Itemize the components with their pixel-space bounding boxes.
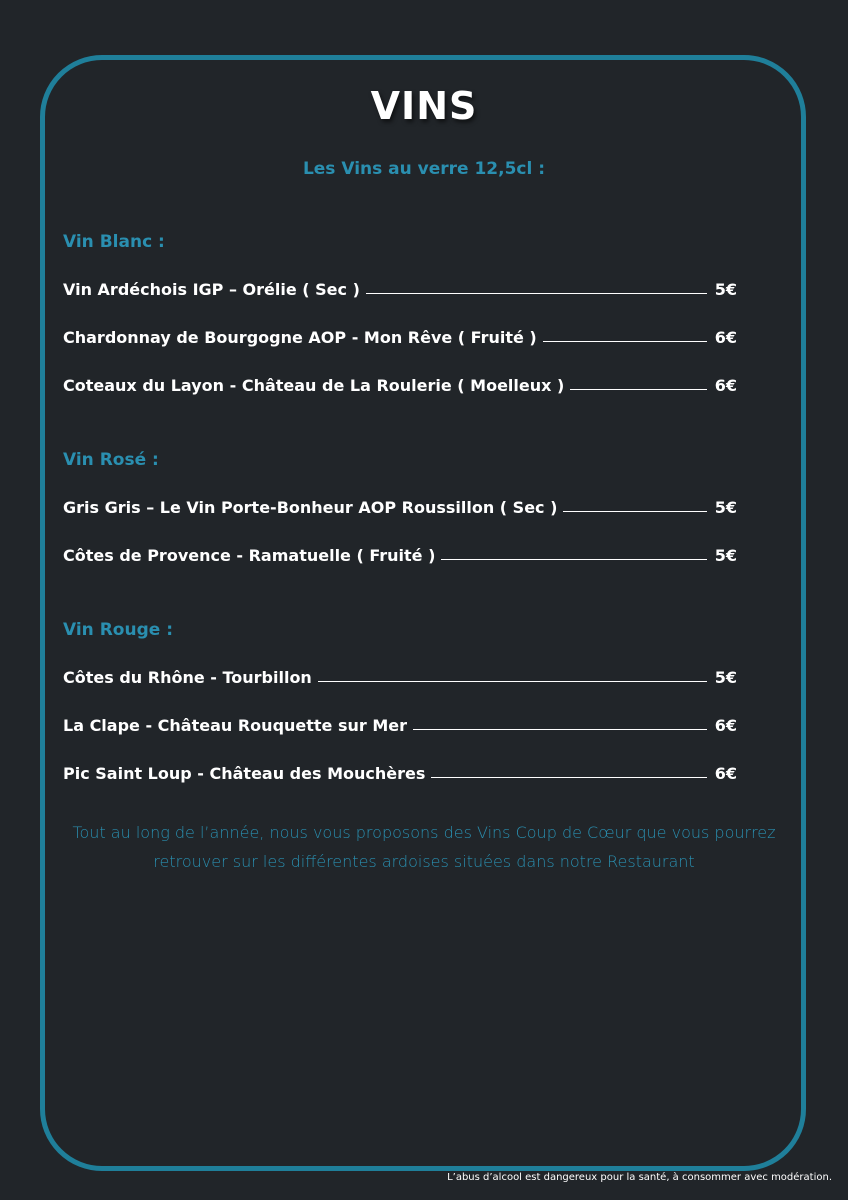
menu-frame: [40, 55, 806, 1171]
list-item: [63, 668, 737, 692]
list-item: [63, 376, 737, 400]
wine-name: Côtes de Provence - Ramatuelle ( Fruité ): [63, 546, 436, 565]
section-heading-vin-rose: Vin Rosé :: [63, 450, 159, 470]
wine-price: 5€: [714, 498, 737, 517]
wine-name: Pic Saint Loup - Château des Mouchères: [63, 764, 426, 783]
wine-price: 6€: [714, 764, 737, 783]
coup-de-coeur-note: Tout au long de l’année, nous vous proposons des Vins Coup de Cœur que vous pourrez retrouver sur les différentes ardoises situées dans notre Restaurant: [72, 823, 776, 871]
price-leader: [441, 546, 706, 560]
wine-price: 5€: [714, 280, 737, 299]
wine-price: 6€: [714, 376, 737, 395]
price-leader: [366, 280, 707, 294]
list-item: [63, 716, 737, 740]
list-item: [63, 498, 737, 522]
wine-price: 6€: [714, 716, 737, 735]
price-leader: [431, 764, 706, 778]
section-heading-vin-rouge: Vin Rouge :: [63, 620, 173, 640]
list-item: [63, 546, 737, 570]
price-leader: [543, 328, 707, 342]
wine-name: Coteaux du Layon - Château de La Roulerie ( Moelleux ): [63, 376, 565, 395]
section-heading-vin-blanc: Vin Blanc :: [63, 232, 165, 252]
price-leader: [570, 376, 706, 390]
page-title: VINS: [370, 84, 478, 128]
wine-name: Gris Gris – Le Vin Porte-Bonheur AOP Roussillon ( Sec ): [63, 498, 558, 517]
wine-price: 6€: [714, 328, 737, 347]
menu-subtitle: Les Vins au verre 12,5cl :: [302, 159, 546, 179]
wine-name: Chardonnay de Bourgogne AOP - Mon Rêve ( Fruité ): [63, 328, 537, 347]
alcohol-warning: L’abus d’alcool est dangereux pour la santé, à consommer avec modération.: [447, 1172, 832, 1183]
list-item: [63, 328, 737, 352]
list-item: [63, 764, 737, 788]
wine-name: Vin Ardéchois IGP – Orélie ( Sec ): [63, 280, 360, 299]
wine-price: 5€: [714, 546, 737, 565]
wine-name: La Clape - Château Rouquette sur Mer: [63, 716, 408, 735]
wine-price: 5€: [714, 668, 737, 687]
wine-name: Côtes du Rhône - Tourbillon: [63, 668, 312, 687]
price-leader: [563, 498, 706, 512]
price-leader: [318, 668, 707, 682]
list-item: [63, 280, 737, 304]
price-leader: [413, 716, 707, 730]
